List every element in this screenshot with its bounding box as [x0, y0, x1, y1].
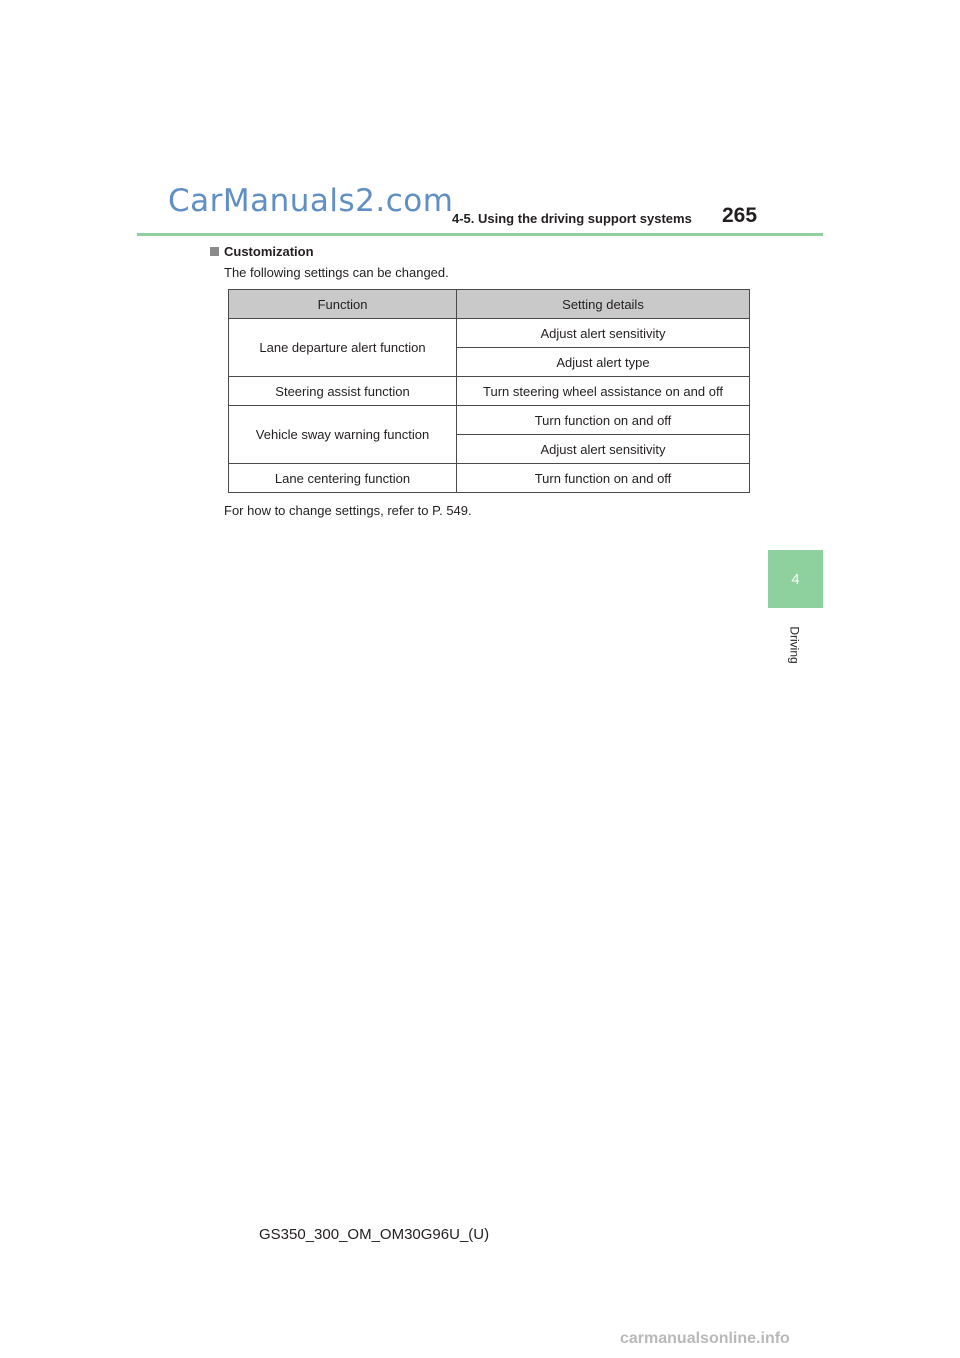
function-cell: Vehicle sway warning function — [229, 406, 457, 464]
square-bullet-icon — [210, 247, 219, 256]
customization-heading-text: Customization — [224, 244, 314, 259]
setting-cell: Turn steering wheel assistance on and off — [457, 377, 750, 406]
header-divider — [137, 233, 823, 236]
function-cell: Lane centering function — [229, 464, 457, 493]
table-row — [229, 406, 750, 435]
setting-cell: Adjust alert sensitivity — [457, 319, 750, 348]
intro-text: The following settings can be changed. — [224, 265, 449, 280]
setting-cell: Turn function on and off — [457, 464, 750, 493]
settings-table — [228, 289, 750, 493]
chapter-tab — [768, 550, 823, 608]
function-cell: Lane departure alert function — [229, 319, 457, 377]
setting-cell: Turn function on and off — [457, 406, 750, 435]
document-code: GS350_300_OM_OM30G96U_(U) — [259, 1226, 490, 1243]
chapter-label — [770, 618, 820, 672]
customization-heading — [210, 244, 314, 259]
table-header-row — [229, 290, 750, 319]
table-row — [229, 464, 750, 493]
watermark-footer: carmanualsonline.info — [620, 1330, 790, 1347]
settings-reference-note: For how to change settings, refer to P. 549. — [224, 503, 472, 518]
function-cell: Steering assist function — [229, 377, 457, 406]
section-title: 4-5. Using the driving support systems — [452, 211, 692, 226]
setting-cell: Adjust alert sensitivity — [457, 435, 750, 464]
page-number: 265 — [722, 204, 758, 227]
chapter-label-text: Driving — [788, 626, 802, 664]
table-row — [229, 377, 750, 406]
table-row — [229, 319, 750, 348]
setting-cell: Adjust alert type — [457, 348, 750, 377]
header-setting-details: Setting details — [457, 290, 750, 319]
watermark-logo: CarManuals2.com — [168, 183, 454, 219]
chapter-number: 4 — [791, 570, 800, 588]
header-function: Function — [229, 290, 457, 319]
